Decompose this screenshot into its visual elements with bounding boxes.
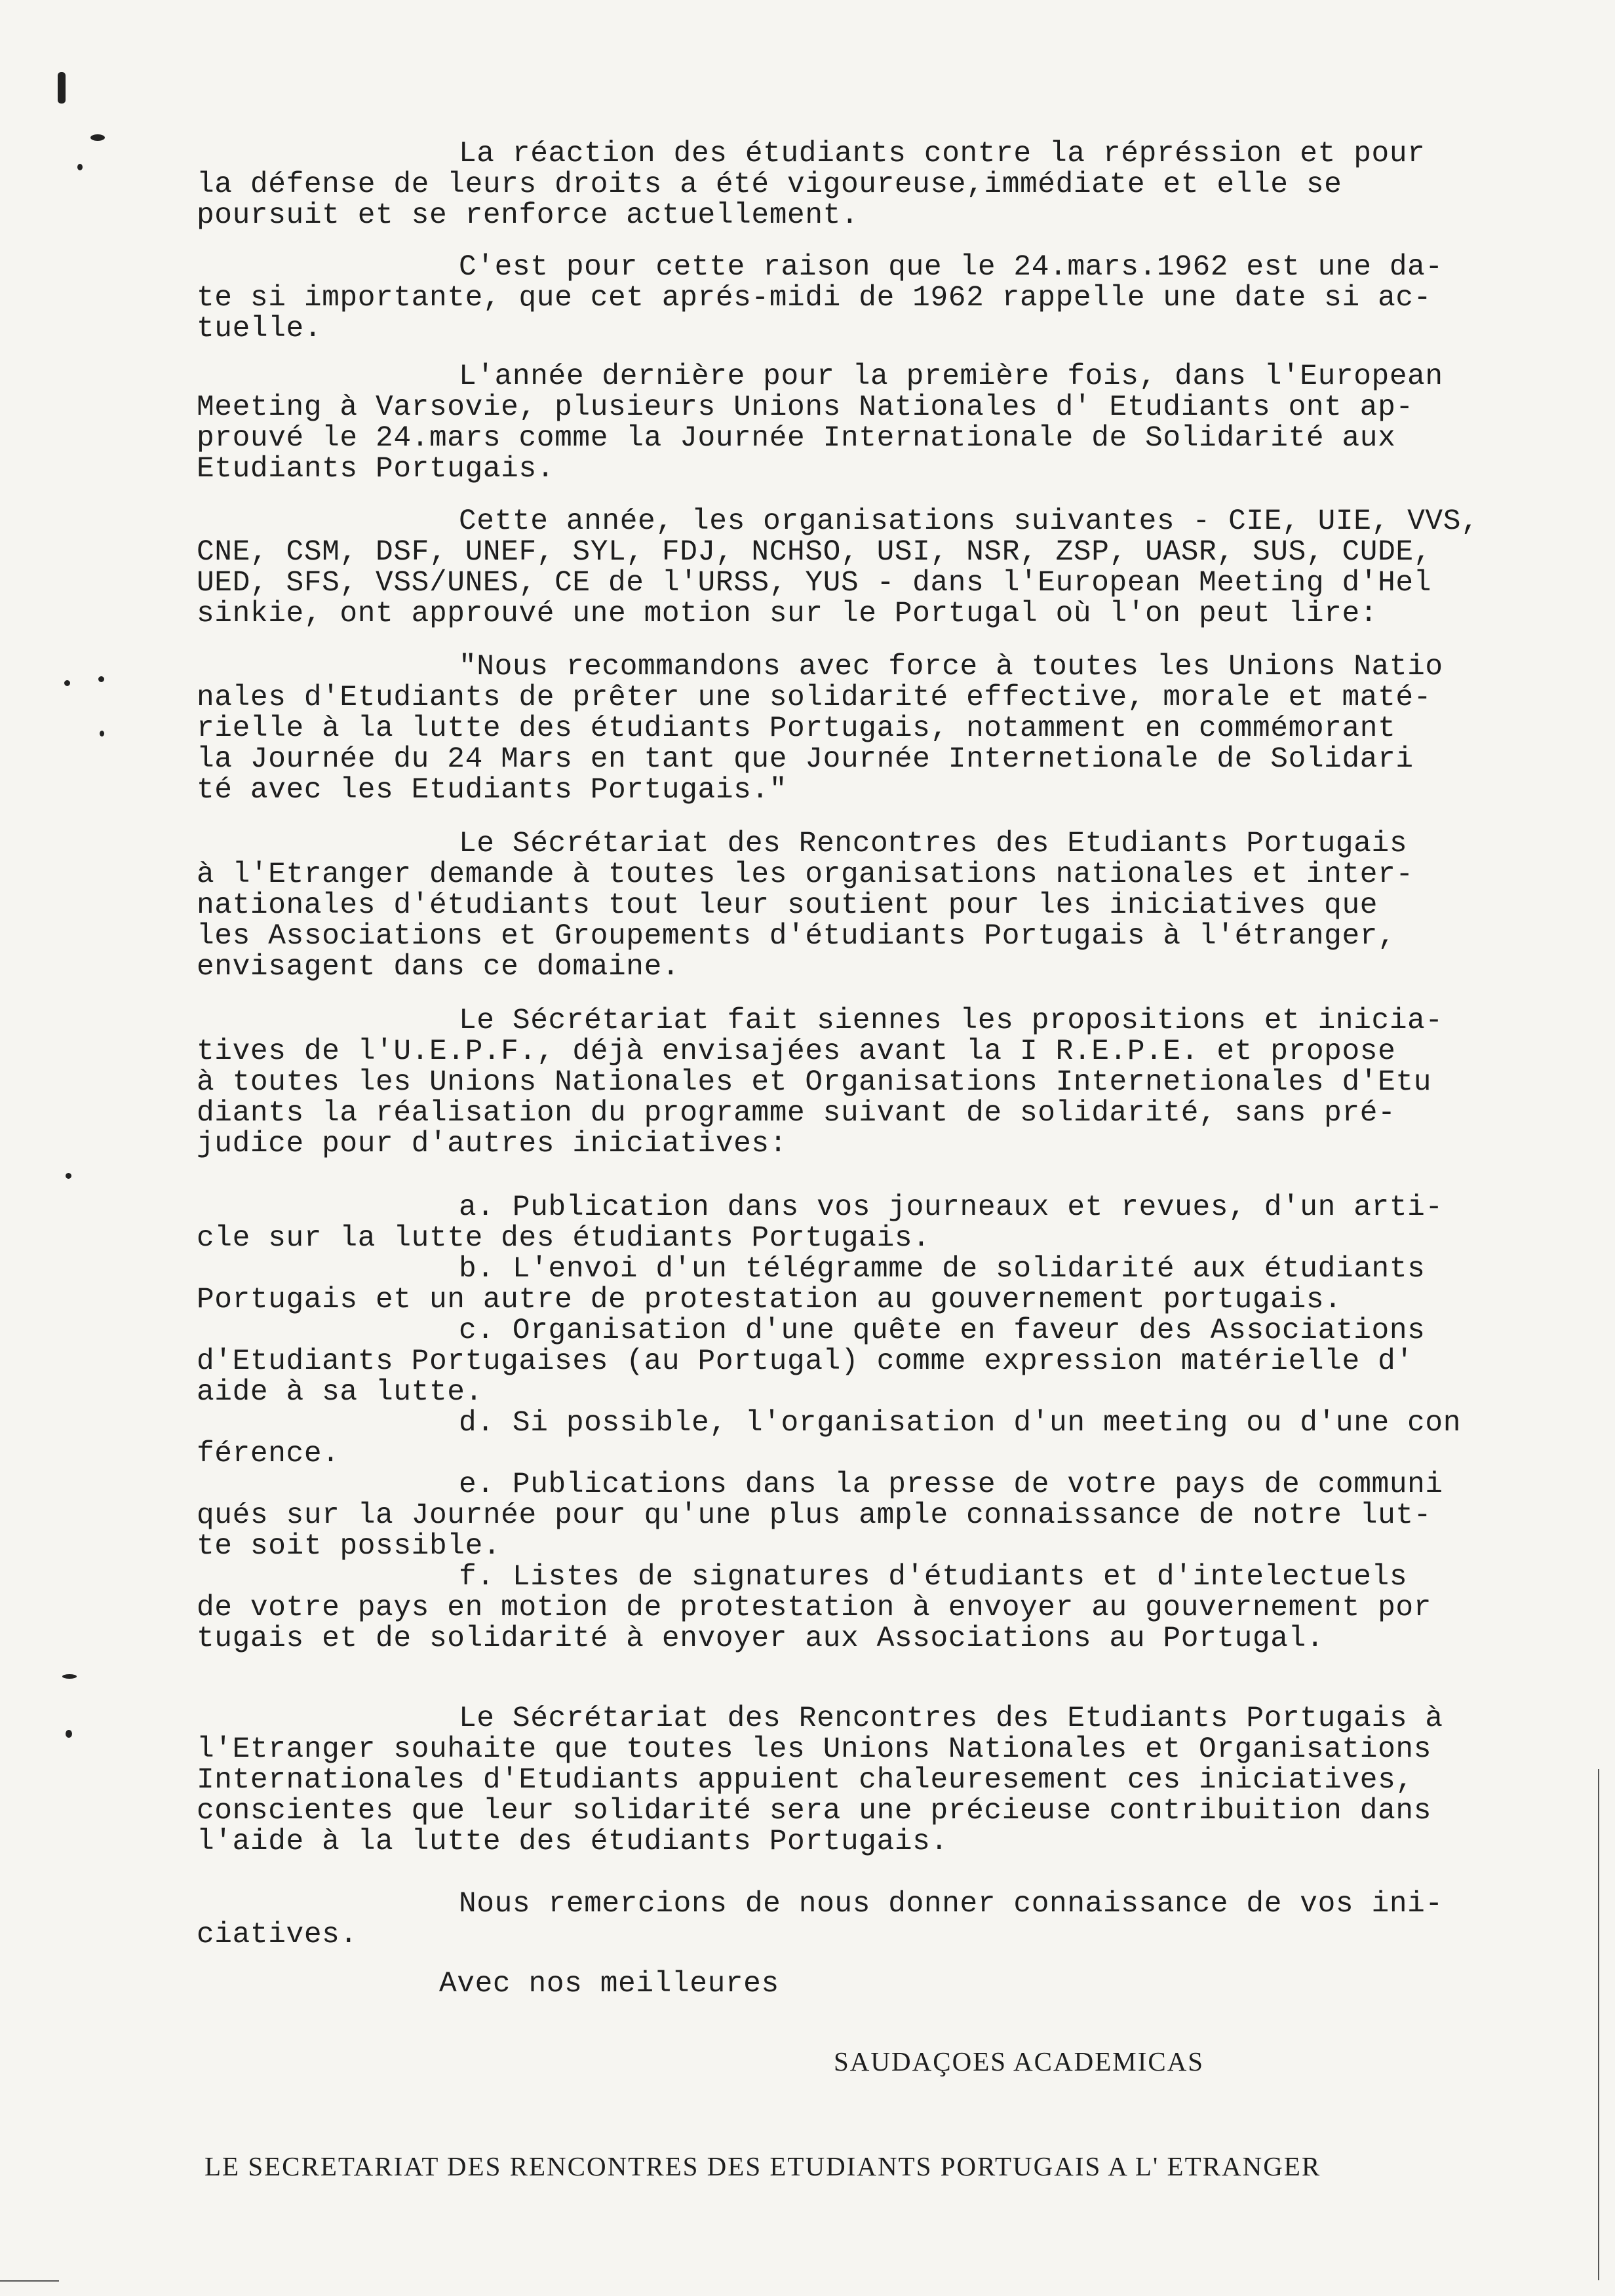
paragraph-organisations xyxy=(197,507,1547,630)
list-item-e: e. Publications dans la presse de votre pays de communi xyxy=(459,1468,1443,1501)
list-item-f: f. Listes de signatures d'étudiants et d'intelectuels xyxy=(459,1561,1408,1594)
text-line: Avec nos meilleures xyxy=(439,1968,779,2000)
paragraph-varsovie xyxy=(197,362,1547,485)
text-line: Le Sécrétariat des Rencontres des Etudiants Portugais xyxy=(459,828,1408,860)
text-line: CNE, CSM, DSF, UNEF, SYL, FDJ, NCHSO, USI, NSR, ZSP, UASR, SUS, CUDE, xyxy=(197,536,1431,569)
punch-mark xyxy=(62,1674,77,1679)
paragraph-reaction xyxy=(197,139,1547,231)
text-line: à toutes les Unions Nationales et Organisations Internetionales d'Etu xyxy=(197,1066,1431,1099)
list-item-b: b. L'envoi d'un télégramme de solidarité aux étudiants xyxy=(459,1253,1426,1286)
text-line: Nous remercions de nous donner connaissance de vos ini- xyxy=(459,1888,1443,1921)
paragraph-secretariat-request xyxy=(197,829,1547,983)
text-line: qués sur la Journée pour qu'une plus ample connaissance de notre lut- xyxy=(197,1499,1431,1532)
punch-mark xyxy=(100,731,104,737)
text-line: diants la réalisation du programme suivant de solidarité, sans pré- xyxy=(197,1097,1396,1130)
text-line: C'est pour cette raison que le 24.mars.1962 est une da- xyxy=(459,251,1443,284)
text-line: à l'Etranger demande à toutes les organisations nationales et inter- xyxy=(197,858,1414,891)
paragraph-thanks xyxy=(197,1889,1547,1951)
text-line: Le Sécrétariat des Rencontres des Etudiants Portugais à xyxy=(459,1702,1443,1735)
page-edge-line xyxy=(1598,1769,1599,2280)
text-line: Internationales d'Etudiants appuient chaleuresement ces iniciatives, xyxy=(197,1764,1414,1797)
text-line: judice pour d'autres iniciatives: xyxy=(197,1128,788,1160)
text-line: te si importante, que cet aprés-midi de 1962 rappelle une date si ac- xyxy=(197,282,1431,315)
paragraph-greeting xyxy=(197,1969,1547,2000)
text-line: tugais et de solidarité à envoyer aux Associations au Portugal. xyxy=(197,1622,1325,1655)
paragraph-date xyxy=(197,252,1547,345)
text-line: la défense de leurs droits a été vigoureuse,immédiate et elle se xyxy=(197,168,1342,201)
text-line: envisagent dans ce domaine. xyxy=(197,951,680,984)
list-item-d: d. Si possible, l'organisation d'un meeting ou d'une con xyxy=(459,1407,1462,1440)
text-line: La réaction des étudiants contre la répréssion et pour xyxy=(459,138,1426,170)
text-line: nales d'Etudiants de prêter une solidarité effective, morale et maté- xyxy=(197,681,1431,714)
text-line: tuelle. xyxy=(197,313,322,345)
text-line: Meeting à Varsovie, plusieurs Unions Nationales d' Etudiants ont ap- xyxy=(197,391,1414,424)
text-line: cle sur la lutte des étudiants Portugais. xyxy=(197,1222,931,1255)
punch-mark xyxy=(90,134,105,141)
text-line: l'Etranger souhaite que toutes les Unions Nationales et Organisations xyxy=(197,1733,1431,1766)
text-line: Cette année, les organisations suivantes - CIE, UIE, VVS, xyxy=(459,505,1479,538)
text-line: Etudiants Portugais. xyxy=(197,453,555,486)
text-line: Le Sécrétariat fait siennes les propositions et inicia- xyxy=(459,1004,1443,1037)
text-line: d'Etudiants Portugaises (au Portugal) comme expression matérielle d' xyxy=(197,1345,1414,1378)
text-line: Portugais et un autre de protestation au gouvernement portugais. xyxy=(197,1284,1342,1316)
text-line: tives de l'U.E.P.F., déjà envisajées avant la I R.E.P.E. et propose xyxy=(197,1035,1396,1068)
text-line: férence. xyxy=(197,1438,340,1470)
text-line: sinkie, ont approuvé une motion sur le Portugal où l'on peut lire: xyxy=(197,598,1378,630)
text-line: de votre pays en motion de protestation à envoyer au gouvernement por xyxy=(197,1592,1431,1624)
punch-mark xyxy=(64,680,70,686)
punch-mark xyxy=(66,1730,72,1738)
punch-mark xyxy=(58,72,66,104)
page-edge-line xyxy=(0,2280,59,2282)
text-line: conscientes que leur solidarité sera une précieuse contribuition dans xyxy=(197,1795,1431,1827)
text-line: la Journée du 24 Mars en tant que Journée Internetionale de Solidari xyxy=(197,743,1414,776)
text-line: l'aide à la lutte des étudiants Portugais. xyxy=(197,1826,948,1858)
paragraph-quote xyxy=(197,652,1547,806)
text-line: L'année dernière pour la première fois, dans l'European xyxy=(459,360,1443,393)
paragraph-wish xyxy=(197,1704,1547,1858)
closing-salutation: SAUDAÇOES ACADEMICAS xyxy=(834,2046,1205,2076)
text-line: té avec les Etudiants Portugais." xyxy=(197,774,788,807)
text-line: "Nous recommandons avec force à toutes les Unions Natio xyxy=(459,651,1443,683)
text-line: nationales d'étudiants tout leur soutient pour les iniciatives que xyxy=(197,889,1378,922)
text-line: les Associations et Groupements d'étudiants Portugais à l'étranger, xyxy=(197,920,1396,953)
punch-mark xyxy=(98,676,104,682)
punch-mark xyxy=(66,1173,71,1179)
paragraph-program xyxy=(197,1006,1547,1160)
text-line: poursuit et se renforce actuellement. xyxy=(197,199,859,232)
text-line: aide à sa lutte. xyxy=(197,1376,483,1409)
text-line: rielle à la lutte des étudiants Portugais, notamment en commémorant xyxy=(197,712,1396,745)
text-line: te soit possible. xyxy=(197,1530,501,1563)
signature-line: LE SECRETARIAT DES RENCONTRES DES ETUDIANTS PORTUGAIS A L' ETRANGER xyxy=(204,2151,1321,2181)
program-list xyxy=(197,1193,1547,1655)
punch-mark xyxy=(77,164,83,170)
text-line: UED, SFS, VSS/UNES, CE de l'URSS, YUS - dans l'European Meeting d'Hel xyxy=(197,567,1431,600)
list-item-c: c. Organisation d'une quête en faveur des Associations xyxy=(459,1314,1426,1347)
text-line: ciatives. xyxy=(197,1919,358,1951)
list-item-a: a. Publication dans vos journeaux et revues, d'un arti- xyxy=(459,1191,1443,1224)
text-line: prouvé le 24.mars comme la Journée Internationale de Solidarité aux xyxy=(197,422,1396,455)
